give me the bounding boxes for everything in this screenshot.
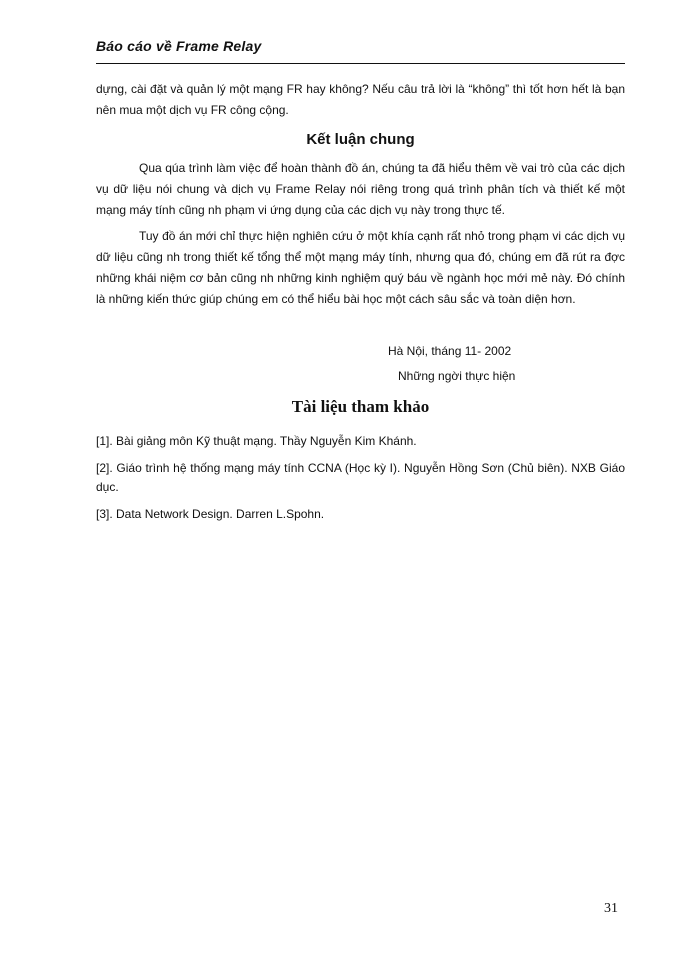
- header-divider: [96, 63, 625, 64]
- references-list: [96, 432, 625, 532]
- page-number: 31: [604, 901, 618, 916]
- running-header-title: Báo cáo về Frame Relay: [96, 38, 262, 54]
- signature-signers: Những ngời thực hiện: [398, 369, 516, 383]
- conclusion-paragraph-1: Qua qúa trình làm việc để hoàn thành đồ án, chúng ta đã hiểu thêm về vai trò của các dịch vụ dữ liệu nói chung và dịch vụ Frame Relay nói riêng trong quá trình phân tích và thiết kế một mạng máy tính cũng nh phạm vi ứng dụng của các dịch vụ này trong thực tế.: [96, 161, 625, 217]
- signature-place-date: Hà Nội, tháng 11- 2002: [388, 344, 512, 358]
- conclusion-heading: Kết luận chung: [306, 131, 415, 148]
- conclusion-paragraph-2: Tuy đồ án mới chỉ thực hiện nghiên cứu ở một khía cạnh rất nhỏ trong phạm vi các dịch vụ dữ liệu cũng nh trong thiết kế tổng thể một mạng máy tính, nhưng qua đó, chúng em đã rút ra đợc những khái niệm cơ bản cũng nh những kinh nghiệm quý báu về ngành học mới mẻ này. Đó chính là những kiến thức giúp chúng em có thể hiểu bài học một cách sâu sắc và toàn diện hơn.: [96, 229, 625, 306]
- references-heading: Tài liệu tham khảo: [291, 397, 430, 416]
- reference-item: [3]. Data Network Design. Darren L.Spohn.: [96, 507, 325, 521]
- intro-paragraph: dựng, cài đặt và quản lý một mạng FR hay không? Nếu câu trả lời là “không” thì tốt hơn hết là bạn nên mua một dịch vụ FR công cộng.: [96, 82, 625, 117]
- reference-item: [1]. Bài giảng môn Kỹ thuật mạng. Thầy Nguyễn Kim Khánh.: [96, 434, 417, 448]
- reference-item: [2]. Giáo trình hệ thống mạng máy tính CCNA (Học kỳ I). Nguyễn Hồng Sơn (Chủ biên). NXB Giáo dục.: [96, 461, 625, 494]
